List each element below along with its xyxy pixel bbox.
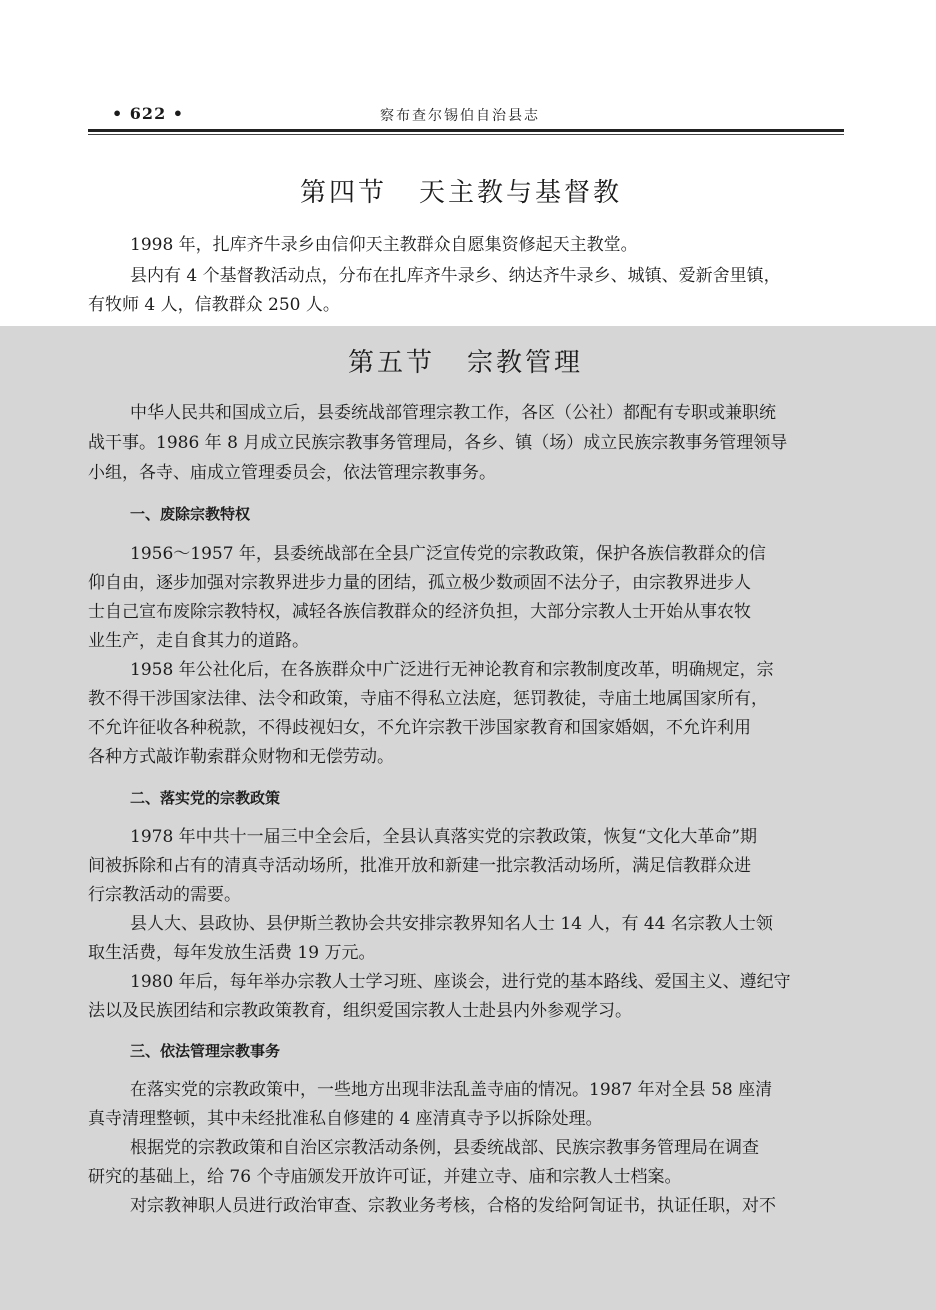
paragraph-line: 教不得干涉国家法律、法令和政策，寺庙不得私立法庭，惩罚教徒，寺庙土地属国家所有， [88, 689, 768, 709]
paragraph-line: 行宗教活动的需要。 [88, 885, 241, 905]
section-title [348, 342, 583, 379]
section-number: 第五节 [348, 348, 436, 378]
section-title [300, 172, 622, 209]
subsection-heading: 二、落实党的宗教政策 [130, 789, 281, 807]
paragraph-line: 仰自由，逐步加强对宗教界进步力量的团结，孤立极少数顽固不法分子，由宗教界进步人 [88, 573, 751, 593]
paragraph-line: 法以及民族团结和宗教政策教育，组织爱国宗教人士赴县内外参观学习。 [88, 1001, 632, 1021]
paragraph-line: 在落实党的宗教政策中，一些地方出现非法乱盖寺庙的情况。1987 年对全县 58 座清 [130, 1080, 773, 1100]
header-rule [88, 129, 844, 132]
paragraph-line: 间被拆除和占有的清真寺活动场所，批准开放和新建一批宗教活动场所，满足信教群众进 [88, 856, 751, 876]
paragraph-line: 对宗教神职人员进行政治审查、宗教业务考核，合格的发给阿訇证书，执证任职，对不 [130, 1196, 776, 1216]
paragraph-line: 各种方式敲诈勒索群众财物和无偿劳动。 [88, 747, 394, 767]
page-header [88, 100, 844, 132]
book-title: 察布查尔锡伯自治县志 [380, 108, 540, 124]
paragraph-line: 小组，各寺、庙成立管理委员会，依法管理宗教事务。 [88, 463, 496, 483]
paragraph-line: 1978 年中共十一届三中全会后，全县认真落实党的宗教政策，恢复“文化大革命”期 [130, 827, 758, 847]
paragraph-line: 县人大、县政协、县伊斯兰教协会共安排宗教界知名人士 14 人，有 44 名宗教人士领 [130, 914, 773, 934]
paragraph-line: 不允许征收各种税款，不得歧视妇女，不允许宗教干涉国家教育和国家婚姻，不允许利用 [88, 718, 751, 738]
paragraph-line: 1980 年后，每年举办宗教人士学习班、座谈会，进行党的基本路线、爱国主义、遵纪守 [130, 972, 791, 992]
paragraph-line: 根据党的宗教政策和自治区宗教活动条例，县委统战部、民族宗教事务管理局在调查 [130, 1138, 759, 1158]
paragraph-line: 有牧师 4 人，信教群众 250 人。 [88, 295, 340, 315]
subsection-heading: 三、依法管理宗教事务 [130, 1042, 281, 1060]
paragraph-line: 中华人民共和国成立后，县委统战部管理宗教工作，各区（公社）都配有专职或兼职统 [130, 403, 776, 423]
paragraph-line: 县内有 4 个基督教活动点，分布在扎库齐牛录乡、纳达齐牛录乡、城镇、爱新舍里镇， [130, 266, 781, 286]
paragraph-line: 士自己宣布废除宗教特权，减轻各族信教群众的经济负担，大部分宗教人士开始从事农牧 [88, 602, 751, 622]
paragraph-line: 1998 年，扎库齐牛录乡由信仰天主教群众自愿集资修起天主教堂。 [130, 235, 638, 255]
paragraph-line: 1956～1957 年，县委统战部在全县广泛宣传党的宗教政策，保护各族信教群众的信 [130, 544, 766, 564]
paragraph-line: 1958 年公社化后，在各族群众中广泛进行无神论教育和宗教制度改革，明确规定，宗 [130, 660, 774, 680]
paragraph-line: 研究的基础上，给 76 个寺庙颁发开放许可证，并建立寺、庙和宗教人士档案。 [88, 1167, 682, 1187]
paragraph-line: 取生活费，每年发放生活费 19 万元。 [88, 943, 376, 963]
section-name: 宗教管理 [467, 348, 584, 378]
page-number: • 622 • [112, 104, 184, 123]
section-name: 天主教与基督教 [419, 178, 623, 208]
paragraph-line: 战干事。1986 年 8 月成立民族宗教事务管理局，各乡、镇（场）成立民族宗教事务管理领导 [88, 433, 788, 453]
header-rule-thin [88, 134, 844, 135]
subsection-heading: 一、废除宗教特权 [130, 505, 251, 523]
paragraph-line: 真寺清理整顿，其中未经批准私自修建的 4 座清真寺予以拆除处理。 [88, 1109, 603, 1129]
paragraph-line: 业生产，走自食其力的道路。 [88, 631, 309, 651]
section-number: 第四节 [300, 178, 388, 208]
